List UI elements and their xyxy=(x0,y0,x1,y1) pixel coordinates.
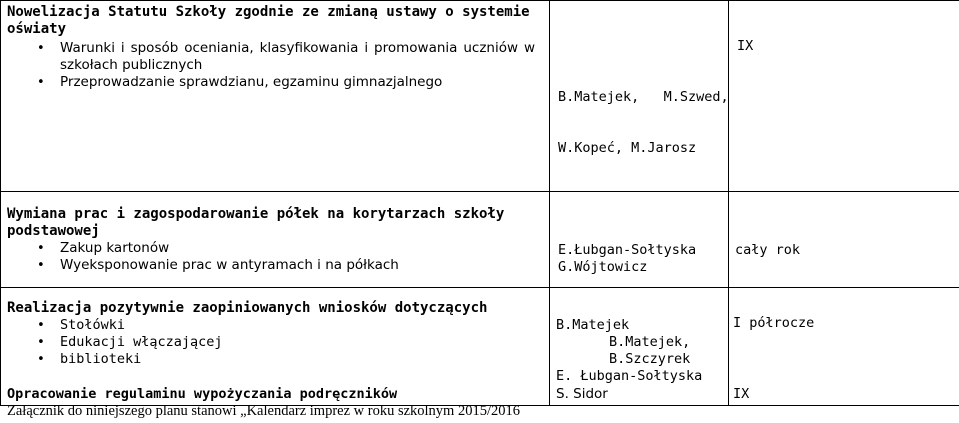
term-value: IX xyxy=(737,38,754,54)
term-value: I półrocze xyxy=(733,315,815,331)
term-value: IX xyxy=(733,386,750,402)
task-items xyxy=(1,317,549,368)
task-cell xyxy=(1,288,550,386)
responsible-line: B.Matejek xyxy=(556,317,630,333)
list-item: • Przeprowadzanie sprawdzianu, egzaminu gimnazjalnego xyxy=(1,74,539,91)
term-cell xyxy=(729,385,959,406)
attachment-caption: Załącznik do niniejszego planu stanowi „Kalendarz imprez w roku szkolnym 2015/2016 xyxy=(7,403,520,419)
responsible-line: G.Wójtowicz xyxy=(558,259,648,275)
responsible-cell xyxy=(550,385,729,406)
task-title: Nowelizacja Statutu Szkoły zgodnie ze zmianą ustawy o systemie oświaty xyxy=(7,4,530,37)
list-item: • Stołówki xyxy=(1,317,539,334)
term-cell xyxy=(729,192,959,288)
responsible-value: S. Sidor xyxy=(556,386,608,402)
table-row xyxy=(1,192,959,288)
responsible-line: B.Matejek, M.Szwed, xyxy=(558,89,729,105)
list-item: • Warunki i sposób oceniania, klasyfikowania i promowania uczniów w szkołach publicznych xyxy=(1,40,539,74)
responsible-cell xyxy=(550,192,729,288)
table-row xyxy=(1,1,959,192)
list-item: • Edukacji włączającej xyxy=(1,334,539,351)
responsible-line: B.Szczyrek xyxy=(609,351,691,367)
list-item: • Zakup kartonów xyxy=(1,240,539,257)
task-items xyxy=(1,240,549,274)
task-cell xyxy=(1,192,550,288)
task-items xyxy=(1,40,549,91)
responsible-line: E. Łubgan-Sołtyska xyxy=(556,368,703,384)
list-item: • biblioteki xyxy=(1,351,539,368)
list-item: • Wyeksponowanie prac w antyramach i na półkach xyxy=(1,257,539,274)
table-row xyxy=(1,288,959,386)
responsible-cell xyxy=(550,1,729,192)
term-value: cały rok xyxy=(735,242,801,258)
term-cell xyxy=(729,1,959,192)
task-title: Opracowanie regulaminu wypożyczania podręczników xyxy=(7,386,398,402)
task-title: Realizacja pozytywnie zaopiniowanych wniosków dotyczących xyxy=(7,300,488,316)
responsible-line: E.Łubgan-Sołtyska xyxy=(558,242,697,258)
task-cell xyxy=(1,1,550,192)
term-cell xyxy=(729,288,959,386)
responsible-cell xyxy=(550,288,729,386)
task-title: Wymiana prac i zagospodarowanie półek na korytarzach szkoły podstawowej xyxy=(7,206,505,239)
responsible-line: W.Kopeć, M.Jarosz xyxy=(558,140,697,156)
responsible-line: B.Matejek, xyxy=(609,334,691,350)
